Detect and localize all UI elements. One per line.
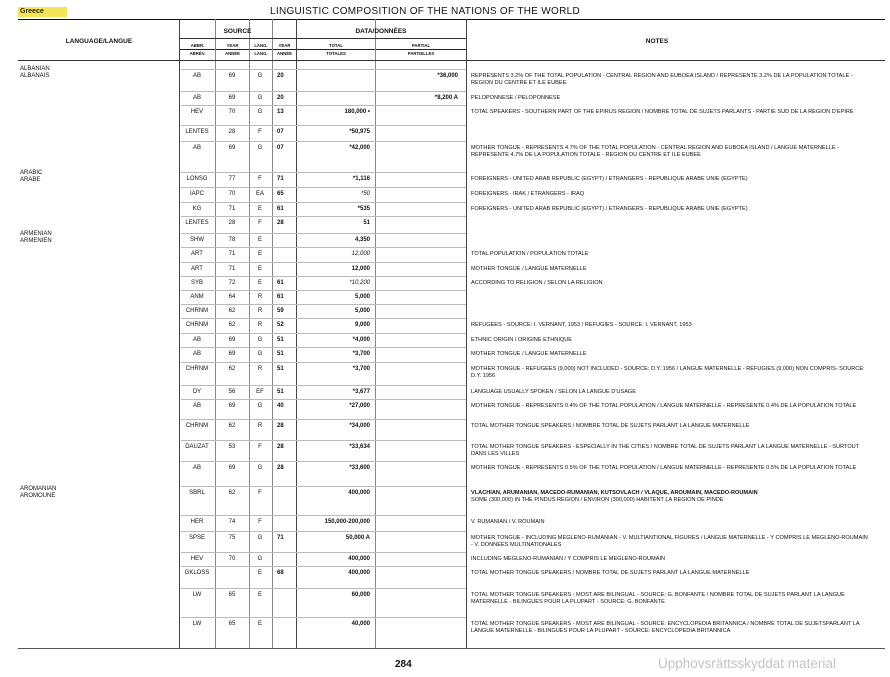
row-separator xyxy=(181,486,466,487)
header-rule xyxy=(180,38,466,39)
row-separator xyxy=(181,419,466,420)
row-separator xyxy=(181,262,466,263)
table-row xyxy=(0,366,890,379)
row-separator xyxy=(181,531,466,532)
source-year: 71 xyxy=(228,251,236,257)
source-lang: F xyxy=(258,490,262,496)
data-total: 150,000-200,000 xyxy=(324,519,370,525)
source-abbr: AB xyxy=(192,337,201,343)
row-separator xyxy=(181,69,466,70)
source-abbr: IAPC xyxy=(189,191,204,197)
source-lang: E xyxy=(257,621,262,627)
source-lang: R xyxy=(257,366,263,372)
source-year: 70 xyxy=(228,109,236,115)
row-separator xyxy=(181,566,466,567)
source-year: 69 xyxy=(228,351,236,357)
data-year: 65 xyxy=(277,191,284,197)
data-total: *50 xyxy=(360,191,370,197)
data-total: 51 xyxy=(363,220,370,226)
source-year: 65 xyxy=(228,592,236,598)
data-year: 61 xyxy=(277,206,284,212)
source-lang: EA xyxy=(255,191,264,197)
source-lang: R xyxy=(257,423,263,429)
header-abbr: ABBR. ABRÉV. xyxy=(180,42,215,57)
source-lang: G xyxy=(257,95,263,101)
data-year: 28 xyxy=(277,220,284,226)
source-year: 78 xyxy=(228,237,236,243)
top-rule xyxy=(18,19,885,20)
table-row xyxy=(0,280,890,293)
source-lang: F xyxy=(258,220,262,226)
source-abbr: AB xyxy=(192,95,201,101)
table-row xyxy=(0,145,890,158)
note-text: MOTHER TONGUE - REFUGEES (9,000) NOT INCLUDED - SOURCE: D.Y. 1956 / LANGUE MATERNELLE - REFUGIES (9,000) NON COMPRIS- SOURCE: D.Y. 1956 xyxy=(471,366,865,379)
data-year: 28 xyxy=(277,465,284,471)
source-lang: E xyxy=(257,237,262,243)
source-abbr: CHRNM xyxy=(185,423,209,429)
row-separator xyxy=(181,290,466,291)
source-year: 62 xyxy=(228,308,236,314)
row-separator xyxy=(181,187,466,188)
data-year: 61 xyxy=(277,280,284,286)
source-lang: E xyxy=(257,251,262,257)
note-text: MOTHER TONGUE - REPRESENTS 0.5% OF THE TOTAL POPULATION / LANGUE MATERNELLE - REPRESENTE 0.5% DE LA POPULATION TOTALE xyxy=(471,465,857,471)
source-abbr: ANM xyxy=(190,294,204,300)
source-abbr: LENTES xyxy=(185,129,209,135)
table-row xyxy=(0,592,890,605)
note-bold-text: VLACHIAN, ARUMANIAN, MACEDO-RUMANIAN, KUTSOVLACH / VLAQUE, AROUMAIN, MACEDO-ROUMAIN xyxy=(471,490,758,496)
source-lang: G xyxy=(257,465,263,471)
data-partial: *36,000 xyxy=(437,73,458,79)
source-lang: E xyxy=(257,592,262,598)
source-abbr: SYB xyxy=(190,280,203,286)
source-lang: F xyxy=(258,444,262,450)
source-lang: G xyxy=(257,535,263,541)
source-abbr: DY xyxy=(192,389,202,395)
source-lang: G xyxy=(257,556,263,562)
data-total: *10,200 xyxy=(349,280,370,286)
source-lang: E xyxy=(257,206,262,212)
source-lang: F xyxy=(258,129,262,135)
table-row xyxy=(0,570,890,583)
source-year: 69 xyxy=(228,73,236,79)
source-lang: R xyxy=(257,322,263,328)
data-total: *27,000 xyxy=(349,403,370,409)
data-total: *4,000 xyxy=(352,337,370,343)
data-year: 71 xyxy=(277,535,284,541)
data-year: 20 xyxy=(277,95,284,101)
language-group: ALBANIAN ALBANAIS xyxy=(20,66,50,79)
source-year: 62 xyxy=(228,322,236,328)
source-abbr: SBRL xyxy=(189,490,205,496)
data-total: *33,634 xyxy=(349,444,370,450)
note-text: MOTHER TONGUE - REPRESENTS 4.7% OF THE TOTAL POPULATION - CENTRAL REGION AND EUBOEA ISLAND / LANGUE MATERNELLE - REPRESENTE 4.7% DE LA POPULATION TOTALE - REGION DU CENTRE ET ILE EUBEE xyxy=(471,145,840,158)
table-row xyxy=(0,423,890,436)
header-lang: LANG. LANG. xyxy=(250,42,272,57)
source-abbr: SPSE xyxy=(188,535,205,541)
row-separator xyxy=(181,172,466,173)
table-row xyxy=(0,73,890,86)
data-partial: *8,200 A xyxy=(434,95,458,101)
note-text: FOREIGNERS - IRAK / ETRANGERS - IRAQ xyxy=(471,191,585,197)
source-abbr: AB xyxy=(192,73,201,79)
source-abbr: GKLOSS xyxy=(184,570,210,576)
row-separator xyxy=(181,333,466,334)
row-separator xyxy=(181,588,466,589)
note-text: INCLUDING MEGLENO-RUMANIAN / Y COMPRIS LE MEGLENO-ROUMAIN xyxy=(471,556,666,562)
source-abbr: CHRNM xyxy=(185,308,209,314)
source-abbr: HEV xyxy=(190,556,204,562)
note-text: PELOPONNESE / PELOPONNESE xyxy=(471,95,561,101)
page-number: 284 xyxy=(395,659,412,670)
data-total: 60,000 xyxy=(351,592,370,598)
language-group: ARABIC ARABE xyxy=(20,170,43,183)
source-abbr: LW xyxy=(192,592,202,598)
source-abbr: AB xyxy=(192,403,201,409)
source-abbr: HER xyxy=(190,519,204,525)
note-text: REPRESENTS 3.2% OF THE TOTAL POPULATION - CENTRAL REGION AND EUBOEA ISLAND / REPRESENTE 3.2% DE LA POPULATION TOTALE - REGION DU CENTRE ET ILE EUBEE xyxy=(471,73,853,86)
table-row xyxy=(0,95,890,108)
source-year: 70 xyxy=(228,556,236,562)
header-source: SOURCE xyxy=(223,28,252,35)
note-text: TOTAL MOTHER TONGUE SPEAKERS / NOMBRE TOTAL DE SUJETS PARLANT LA LANGUE MATERNELLE xyxy=(471,570,750,576)
header-year2: YEAR ANNÉE xyxy=(273,42,296,57)
source-year: 75 xyxy=(228,535,236,541)
row-separator xyxy=(181,233,466,234)
table-row xyxy=(0,621,890,634)
data-total: 12,000 xyxy=(351,266,370,272)
source-year: 62 xyxy=(228,490,236,496)
header-year: YEAR ANNÉE xyxy=(216,42,249,57)
data-total: *50,975 xyxy=(349,129,370,135)
row-separator xyxy=(181,440,466,441)
source-abbr: AB xyxy=(192,145,201,151)
source-lang: F xyxy=(258,176,262,182)
source-year: 28 xyxy=(228,129,236,135)
row-separator xyxy=(181,247,466,248)
data-year: 20 xyxy=(277,73,284,79)
note-text: TOTAL MOTHER TONGUE SPEAKERS - MOST ARE BILINGUAL - SOURCE: ENCYCLOPEDIA BRITANNICA / NOMBRE TOTAL DE SUJETSPARLANT LA LANGUE MATERNELLE - BILINGUES POUR LA PLUPART - SOURCE: ENCYCLOPEDIA BRITANNICA xyxy=(471,621,860,634)
source-abbr: CHRNM xyxy=(185,322,209,328)
data-total: *33,600 xyxy=(349,465,370,471)
note-text: TOTAL MOTHER TONGUE SPEAKERS / NOMBRE TOTAL DE SUJETS PARLANT LA LANGUE MATERNELLE xyxy=(471,423,750,429)
note-text: TOTAL SPEAKERS - SOUTHERN PART OF THE EPIRUS REGION / NOMBRE TOTAL DE SUJETS PARLANTS - PARTIE SUD DE LA REGION D'EPIRE xyxy=(471,109,854,115)
table-row xyxy=(0,403,890,416)
data-total: 400,000 xyxy=(348,490,370,496)
table-row xyxy=(0,237,890,250)
page-title: LINGUISTIC COMPOSITION OF THE NATIONS OF THE WORLD xyxy=(270,6,581,17)
row-separator xyxy=(181,125,466,126)
source-lang: G xyxy=(257,73,263,79)
country-tag: Greece xyxy=(18,7,67,17)
source-abbr: HEV xyxy=(190,109,204,115)
data-year: 51 xyxy=(277,366,284,372)
note-text: REFUGEES - SOURCE: I. VERNANT, 1953 / REFUGIES - SOURCE: I. VERNANT, 1953 xyxy=(471,322,692,328)
source-abbr: ART xyxy=(191,266,203,272)
source-abbr: LENTES xyxy=(185,220,209,226)
source-abbr: KG xyxy=(192,206,202,212)
data-total: 40,000 xyxy=(351,621,370,627)
table-row xyxy=(0,308,890,321)
table-row xyxy=(0,490,890,503)
source-lang: EF xyxy=(256,389,264,395)
source-year: 69 xyxy=(228,465,236,471)
data-total: 12,000 xyxy=(351,251,370,257)
data-total: *3,677 xyxy=(352,389,370,395)
data-year: 51 xyxy=(277,337,284,343)
source-lang: G xyxy=(257,403,263,409)
table-row xyxy=(0,556,890,569)
source-year: 65 xyxy=(228,621,236,627)
source-year: 56 xyxy=(228,389,236,395)
table-row xyxy=(0,444,890,457)
source-year: 64 xyxy=(228,294,236,300)
note-text: FOREIGNERS - UNITED ARAB REPUBLIC (EGYPT) / ETRANGERS - REPUBLIQUE ARABE UNIE (EGYPTE) xyxy=(471,206,748,212)
data-total: 5,000 xyxy=(354,308,370,314)
header-data: DATA/DONNÉES xyxy=(355,28,407,35)
note-text: ETHNIC ORIGIN / ORIGINE ETHNIQUE xyxy=(471,337,573,343)
watermark: Upphovsrättsskyddat material xyxy=(658,656,836,671)
header-notes: NOTES xyxy=(645,38,669,45)
source-year: 77 xyxy=(228,176,236,182)
table-row xyxy=(0,266,890,279)
data-total: 400,000 xyxy=(348,556,370,562)
language-group: AROMANIAN AROMOUNE xyxy=(20,486,57,499)
table-row xyxy=(0,206,890,219)
header-total: TOTAL TOTALES xyxy=(297,42,375,57)
row-separator xyxy=(181,515,466,516)
source-year: 69 xyxy=(228,145,236,151)
table-row xyxy=(0,465,890,478)
data-year: 51 xyxy=(277,351,284,357)
source-year: 72 xyxy=(228,280,236,286)
note-text: MOTHER TONGUE / LANGUE MATERNELLE xyxy=(471,266,587,272)
data-year: 40 xyxy=(277,403,284,409)
source-lang: R xyxy=(257,294,263,300)
source-abbr: CHRNM xyxy=(185,366,209,372)
source-lang: E xyxy=(257,280,262,286)
data-total: 4,350 xyxy=(354,237,370,243)
source-year: 74 xyxy=(228,519,236,525)
source-year: 53 xyxy=(228,444,236,450)
header-bottom-rule xyxy=(18,60,885,61)
source-lang: E xyxy=(257,266,262,272)
source-lang: R xyxy=(257,308,263,314)
note-text: TOTAL POPULATION / POPULATION TOTALE xyxy=(471,251,589,257)
note-text: MOTHER TONGUE / LANGUE MATERNELLE xyxy=(471,351,587,357)
bottom-rule xyxy=(18,648,885,649)
data-total: *535 xyxy=(357,206,370,212)
data-total: 180,000 • xyxy=(344,109,370,115)
row-separator xyxy=(181,141,466,142)
data-year: 07 xyxy=(277,129,284,135)
note-text: ACCORDING TO RELIGION / SELON LA RELIGION xyxy=(471,280,603,286)
header-partial: PARTIAL PARTIELLES xyxy=(376,42,466,57)
data-year: 68 xyxy=(277,570,284,576)
table-row xyxy=(0,294,890,307)
row-separator xyxy=(181,276,466,277)
row-separator xyxy=(181,202,466,203)
source-year: 69 xyxy=(228,95,236,101)
table-row xyxy=(0,535,890,548)
data-year: 28 xyxy=(277,423,284,429)
row-separator xyxy=(181,617,466,618)
data-year: 07 xyxy=(277,145,284,151)
note-text: MOTHER TONGUE - INCLUDING MEGLENO-RUMANIAN - V. MULTIANTIONAL FIGURES / LANGUE MATERNELLE - Y COMPRIS LE MEGLENO-ROUMAIN - V. DONNEES MULTINATIONALES xyxy=(471,535,868,548)
data-year: 59 xyxy=(277,308,284,314)
source-lang: G xyxy=(257,145,263,151)
row-separator xyxy=(181,399,466,400)
data-year: 61 xyxy=(277,294,284,300)
row-separator xyxy=(181,91,466,92)
language-group: ARMENIAN ARMENIEN xyxy=(20,231,52,244)
table-row xyxy=(0,389,890,402)
data-year: 71 xyxy=(277,176,284,182)
data-year: 52 xyxy=(277,322,284,328)
data-total: *1,116 xyxy=(352,176,370,182)
row-separator xyxy=(181,304,466,305)
row-separator xyxy=(181,362,466,363)
source-year: 69 xyxy=(228,337,236,343)
table-row xyxy=(0,337,890,350)
source-lang: G xyxy=(257,109,263,115)
note-text: TOTAL MOTHER TONGUE SPEAKERS - ESPECIALLY IN THE CITIES / NOMBRE TOTAL DE SUJETS PARLANT LA LANGUE MATERNELLE - SURTOUT DANS LES VILLES xyxy=(471,444,860,457)
note-text: TOTAL MOTHER TONGUE SPEAKERS - MOST ARE BILINGUAL - SOURCE: G. BONFANTE / NOMBRE TOTAL DE SUJETS PARLANT LA LANGUE MATERNELLE - BILINGUES POUR LA PLUPART - SOURCE: G. BONFANTE xyxy=(471,592,845,605)
note-text xyxy=(471,490,871,503)
source-lang: G xyxy=(257,337,263,343)
data-total: *34,000 xyxy=(349,423,370,429)
source-year: 70 xyxy=(228,191,236,197)
note-text-line: SOME (300,000) IN THE PINDUS REGION / ENVIRON (300,000) HABITENT LA REGION DE PINDE xyxy=(471,496,724,503)
row-separator xyxy=(181,318,466,319)
source-abbr: ART xyxy=(191,251,203,257)
data-year: 13 xyxy=(277,109,284,115)
source-abbr: LONSG xyxy=(186,176,208,182)
source-year: 62 xyxy=(228,423,236,429)
note-text: FOREIGNERS - UNITED ARAB REPUBLIC (EGYPT) / ETRANGERS - REPUBLIQUE ARABE UNIE (EGYPTE) xyxy=(471,176,748,182)
row-separator xyxy=(181,105,466,106)
row-separator xyxy=(181,216,466,217)
source-year: 28 xyxy=(228,220,236,226)
row-separator xyxy=(181,552,466,553)
source-year: 62 xyxy=(228,366,236,372)
source-lang: G xyxy=(257,351,263,357)
data-total: *3,700 xyxy=(352,351,370,357)
header-language: LANGUAGE/LANGUE xyxy=(65,38,133,45)
source-abbr: AB xyxy=(192,351,201,357)
data-total: 9,000 xyxy=(354,322,370,328)
table-row xyxy=(0,220,890,233)
source-lang: E xyxy=(257,570,262,576)
row-separator xyxy=(181,347,466,348)
note-text: LANGUAGE USUALLY SPOKEN / SELON LA LANGUE D'USAGE xyxy=(471,389,637,395)
source-year: 69 xyxy=(228,403,236,409)
source-abbr: LW xyxy=(192,621,202,627)
note-text: MOTHER TONGUE - REPRESENTS 0.4% OF THE TOTAL POPULATION / LANGUE MATERNELLE - REPRESENTE 0.4% DE LA POPULATION TOTALE xyxy=(471,403,857,409)
row-separator xyxy=(181,461,466,462)
source-abbr: AB xyxy=(192,465,201,471)
source-abbr: DAUZAT xyxy=(185,444,209,450)
data-year: 28 xyxy=(277,444,284,450)
note-text: V. RUMANIAN / V. ROUMAIN xyxy=(471,519,545,525)
row-separator xyxy=(181,385,466,386)
data-year: 51 xyxy=(277,389,284,395)
data-total: 50,000 A xyxy=(345,535,370,541)
source-lang: F xyxy=(258,519,262,525)
table-row xyxy=(0,109,890,122)
data-total: *42,000 xyxy=(349,145,370,151)
data-total: 400,000 xyxy=(348,570,370,576)
data-total: 5,000 xyxy=(354,294,370,300)
data-total: *3,700 xyxy=(352,366,370,372)
source-year: 71 xyxy=(228,266,236,272)
source-abbr: SHW xyxy=(190,237,204,243)
source-year: 71 xyxy=(228,206,236,212)
